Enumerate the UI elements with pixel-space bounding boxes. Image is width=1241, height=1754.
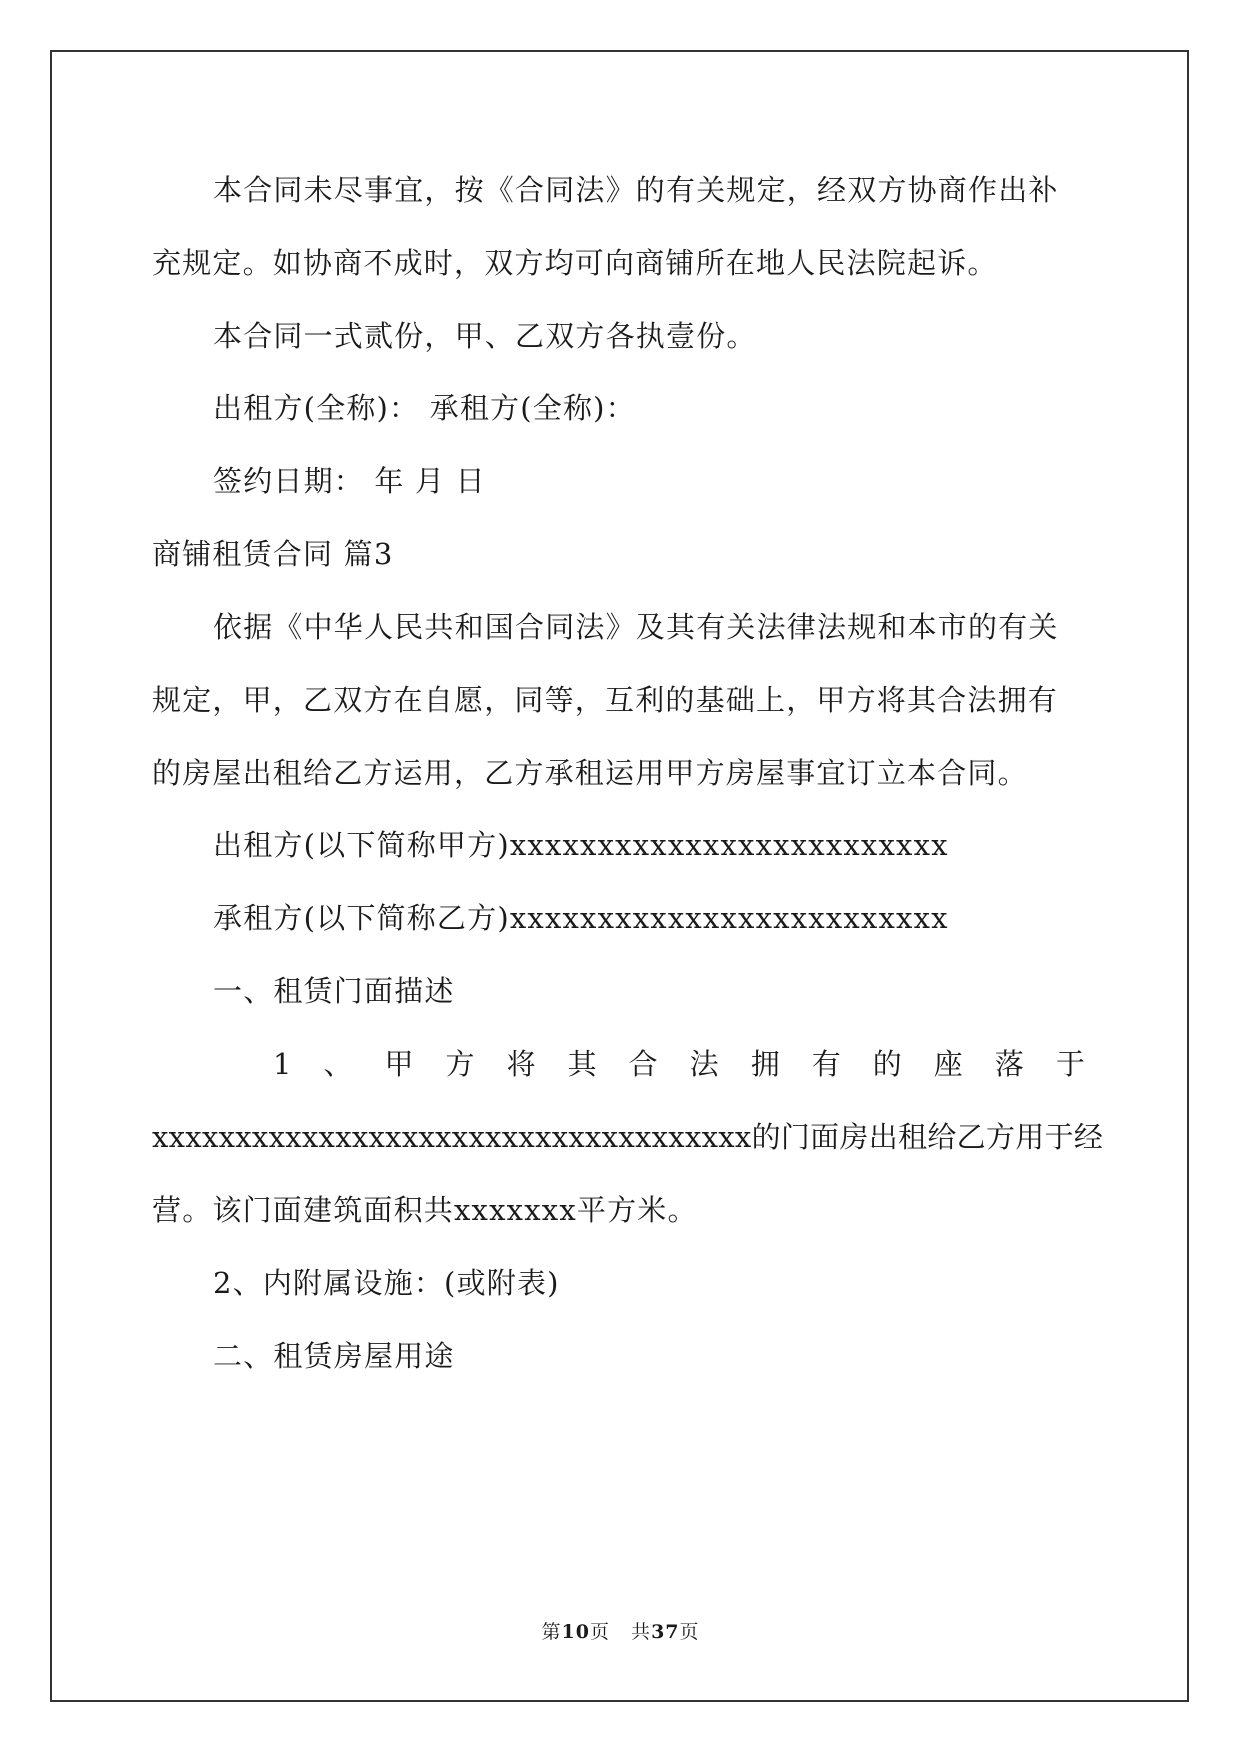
char: 、 <box>323 1047 353 1081</box>
clause-heading: 二、租赁房屋用途 <box>213 1339 455 1373</box>
char: 落 <box>994 1047 1024 1081</box>
footer-middle: 页 共 <box>589 1621 652 1643</box>
char: 合 <box>628 1047 658 1081</box>
paragraph-line: 依据《中华人民共和国合同法》及其有关法律法规和本市的有关 <box>213 610 1059 644</box>
page-number-footer <box>0 1620 1241 1644</box>
char: 将 <box>506 1047 536 1081</box>
signing-date-line: 签约日期： 年 月 日 <box>213 464 486 498</box>
char: 甲 <box>384 1047 414 1081</box>
clause-line: 2、内附属设施：(或附表) <box>213 1266 560 1300</box>
char: 于 <box>1055 1047 1085 1081</box>
char: 其 <box>567 1047 597 1081</box>
char: 1 <box>273 1047 292 1081</box>
char: 有 <box>811 1047 841 1081</box>
footer-suffix: 页 <box>679 1621 700 1643</box>
clause-heading: 一、租赁门面描述 <box>213 974 455 1008</box>
lessor-line: 出租方(以下简称甲方)xxxxxxxxxxxxxxxxxxxxxxxxx <box>213 828 949 862</box>
paragraph-line: 充规定。如协商不成时，双方均可向商铺所在地人民法院起诉。 <box>152 246 998 280</box>
paragraph-line: 的房屋出租给乙方运用，乙方承租运用甲方房屋事宜订立本合同。 <box>152 756 1028 790</box>
justified-line <box>273 1046 1085 1082</box>
signature-parties-line: 出租方(全称)： 承租方(全称)： <box>213 391 636 425</box>
section-heading: 商铺租赁合同 篇3 <box>152 537 394 571</box>
char: 法 <box>689 1047 719 1081</box>
page-frame <box>50 50 1189 1702</box>
char: 的 <box>872 1047 902 1081</box>
paragraph-line: xxxxxxxxxxxxxxxxxxxxxxxxxxxxxxxxxxxx的门面房出租给乙方用于经 <box>152 1120 1104 1154</box>
paragraph-line: 本合同一式贰份，甲、乙双方各执壹份。 <box>213 319 757 353</box>
total-page-count: 37 <box>651 1621 680 1643</box>
paragraph-line: 本合同未尽事宜，按《合同法》的有关规定，经双方协商作出补 <box>213 173 1059 207</box>
paragraph-line: 营。该门面建筑面积共xxxxxxx平方米。 <box>152 1193 698 1227</box>
footer-prefix: 第 <box>541 1621 562 1643</box>
char: 拥 <box>750 1047 780 1081</box>
char: 座 <box>933 1047 963 1081</box>
current-page-number: 10 <box>561 1621 590 1643</box>
paragraph-line: 规定，甲，乙双方在自愿，同等，互利的基础上，甲方将其合法拥有 <box>152 683 1059 717</box>
char: 方 <box>445 1047 475 1081</box>
lessee-line: 承租方(以下简称乙方)xxxxxxxxxxxxxxxxxxxxxxxxx <box>213 901 949 935</box>
